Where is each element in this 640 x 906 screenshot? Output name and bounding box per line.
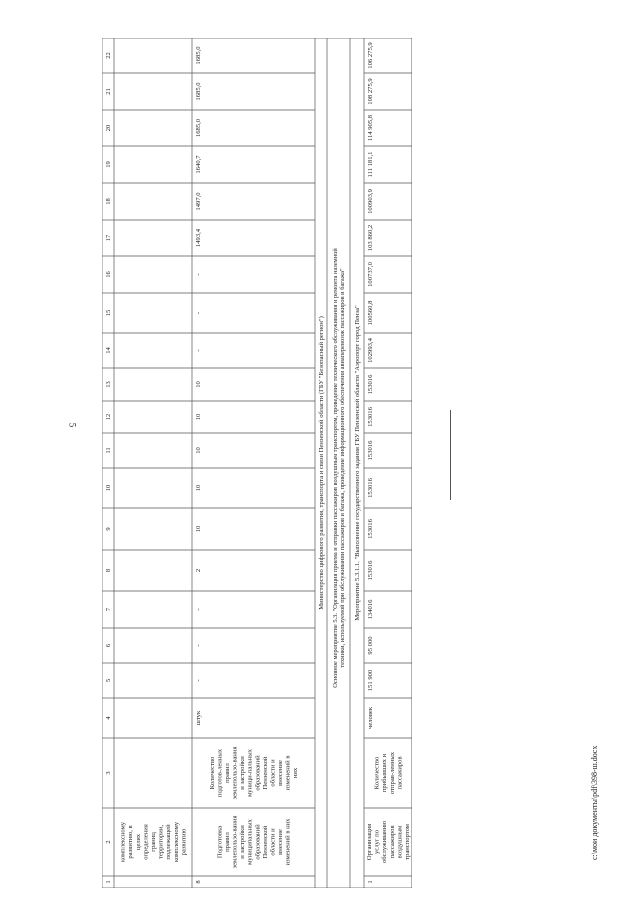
column-number-10: 10 <box>105 484 112 492</box>
data-table <box>102 38 412 888</box>
row8-value: 10 <box>195 484 202 492</box>
row8-value: 10 <box>195 447 202 454</box>
column-number-11: 11 <box>105 447 112 454</box>
row1-value: 95 000 <box>367 636 374 655</box>
row8-value: - <box>195 644 202 647</box>
separator-line <box>450 410 451 500</box>
row1-value: 102993,4 <box>367 338 374 363</box>
column-number-13: 13 <box>105 381 112 388</box>
row1-value: 106 275,9 <box>367 42 374 69</box>
row8-number: 8 <box>195 880 202 884</box>
column-number-19: 19 <box>105 161 112 168</box>
row8-value: 1685,0 <box>195 118 202 138</box>
row8-value: 1640,7 <box>195 155 202 174</box>
row1-value: 153016 <box>367 519 374 539</box>
row1-value: 153016 <box>367 374 374 395</box>
row1-value: 100560,8 <box>367 300 374 326</box>
row8-value: 2 <box>195 568 202 573</box>
row8-value: - <box>195 311 202 315</box>
column-number-3: 3 <box>105 771 112 775</box>
row1-name: Организацияуслуг пообслуживаниюпассажироввоздушнымтранспортом <box>366 820 411 864</box>
ministry-header: Министерство цифрового развития, транспорта и связи Пензенской области (ГБУ "Безопасный регион") <box>318 316 325 610</box>
row1-value: 108 275,9 <box>367 78 374 105</box>
row1-value: 134016 <box>367 599 374 620</box>
row8-value: 1685,0 <box>195 82 202 101</box>
row8-value: - <box>195 273 202 276</box>
column-number-18: 18 <box>105 198 112 205</box>
row1-value: 111 181,1 <box>367 151 374 178</box>
row1-value: 114 905,8 <box>367 114 374 142</box>
row1-value: 153016 <box>367 407 374 427</box>
column-number-16: 16 <box>105 271 112 278</box>
column-number-6: 6 <box>105 643 112 648</box>
row8-value: - <box>195 679 202 682</box>
column-number-5: 5 <box>105 678 112 683</box>
footer-file-path: c:\мои документы\pdf\398-ш.docx <box>590 745 599 860</box>
column-number-2: 2 <box>105 840 112 844</box>
row1-value: 151 900 <box>367 669 374 692</box>
column-number-8: 8 <box>105 568 112 573</box>
row1-unit: человек <box>367 706 374 730</box>
row1-value: 100737,0 <box>367 262 374 287</box>
row8-value: - <box>195 349 202 352</box>
column-number-12: 12 <box>105 413 112 421</box>
column-number-22: 22 <box>105 52 112 59</box>
column-number-7: 7 <box>105 607 112 612</box>
row1-value: 153016 <box>367 478 374 498</box>
column-number-15: 15 <box>105 309 112 317</box>
row8-value: 1685,0 <box>195 46 202 65</box>
page-number: 5 <box>67 422 78 428</box>
row1-number: 1 <box>367 880 374 884</box>
row1-indicator: Количествоприбывших иотправ-ленныхпассажиров <box>373 751 404 795</box>
row8-indicator: Количествоподготов-ленныхправилземлепользо-ванияи застройкимуници-пальныхобразованийПензенскойобласти ивнесениеизменений вних <box>208 746 300 800</box>
row8-unit: штук <box>195 710 202 726</box>
main-event: Основное мероприятие 5.3. "Организация приема и отправки пассажиров воздушным транспортом, проведение технического обслуживания и ремонта наземнойтехники, используемой при обслуживании пассажиров и багажа, проведение информационного обеспечения авиаперевозок пассажиров и багажа" <box>331 248 347 688</box>
sub-event: Мероприятие 5.3.1.1. "Выполнение государственного задания ГБУ Пензенской области "Аэропорт город Пенза" <box>354 305 361 621</box>
row8-value: - <box>195 608 202 611</box>
column-number-21: 21 <box>105 88 112 95</box>
row8-name: Подготовкаправилземлепользо-ванияи застройкимуниципальныхобразованийПензенскойобласти ивнесениеизменений в них <box>216 815 292 869</box>
column-number-9: 9 <box>105 527 112 531</box>
row8-value: 1497,0 <box>195 192 202 211</box>
prev-row-description: комплексномуразвитию, вцеляхопределенияграництерритории,подлежащейкомплексномуразвитию <box>119 821 188 863</box>
row8-value: 1493,4 <box>195 228 202 248</box>
column-number-20: 20 <box>105 124 112 132</box>
column-number-4: 4 <box>105 716 112 720</box>
column-number-14: 14 <box>105 347 112 354</box>
column-number-17: 17 <box>105 234 112 242</box>
row1-value: 103 860,2 <box>367 224 374 252</box>
row1-value: 153016 <box>367 440 374 461</box>
column-number-1: 1 <box>105 880 112 884</box>
row1-value: 153016 <box>367 560 374 581</box>
row8-value: 10 <box>195 381 202 388</box>
row8-value: 10 <box>195 413 202 421</box>
row1-value: 100903,9 <box>367 189 374 214</box>
row8-value: 10 <box>195 525 202 533</box>
